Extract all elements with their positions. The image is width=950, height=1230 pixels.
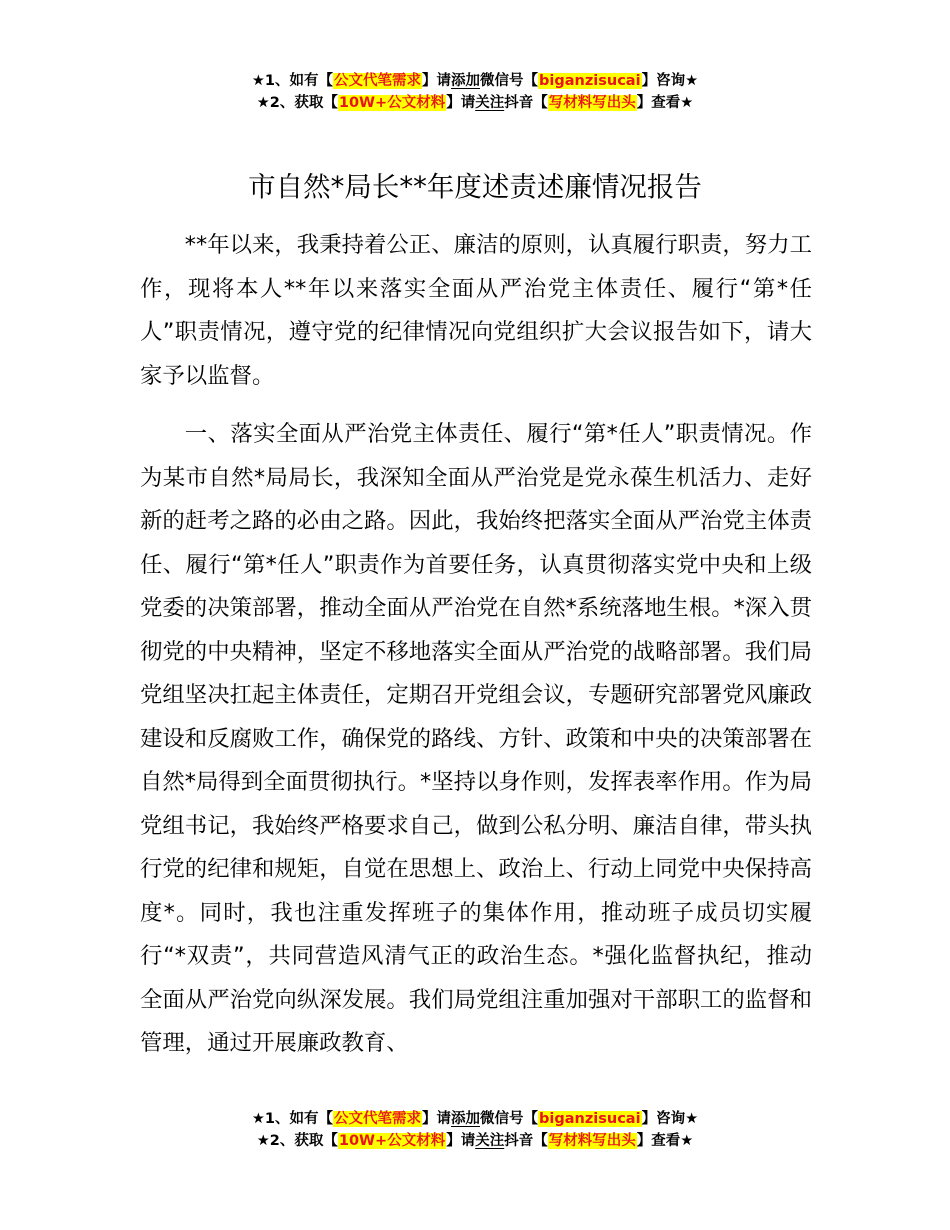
promo-line-2 — [0, 1130, 950, 1152]
promo-text: 】请 — [446, 1133, 476, 1149]
promo-text: 微信号【 — [480, 73, 539, 89]
promo-text: 】请 — [422, 73, 452, 89]
footer-promo-banner — [0, 1108, 950, 1152]
paragraph: 一、落实全面从严治党主体责任、履行“第*任人”职责情况。作为某市自然*局局长，我深知全面从严治党是党永葆生机活力、走好新的赶考之路的必由之路。因此，我始终把落实全面从严治党主体责任、履行“第*任人”职责作为首要任务，认真贯彻落实党中央和上级党委的决策部署，推动全面从严治党在自然*系统落地生根。*深入贯彻党的中央精神，坚定不移地落实全面从严治党的战略部署。我们局党组坚决扛起主体责任，定期召开党组会议，专题研究部署党风廉政建设和反腐败工作，确保党的路线、方针、政策和中央的决策部署在自然*局得到全面贯彻执行。*坚持以身作则，发挥表率作用。作为局党组书记，我始终严格要求自己，做到公私分明、廉洁自律，带头执行党的纪律和规矩，自觉在思想上、政治上、行动上同党中央保持高度*。同时，我也注重发挥班子的集体作用，推动班子成员切实履行“*双责”，共同营造风清气正的政治生态。*强化监督执纪，推动全面从严治党向纵深发展。我们局党组注重加强对干部职工的监督和管理，通过开展廉政教育、 — [140, 421, 812, 1056]
promo-text: ★2、获取【 — [256, 1133, 338, 1149]
promo-text: ★1、如有【 — [251, 1111, 334, 1127]
promo-text: 微信号【 — [480, 1111, 539, 1127]
promo-highlight: 公文代笔需求 — [334, 1111, 422, 1127]
promo-highlight: 写材料写出头 — [548, 1133, 636, 1149]
promo-line-1 — [0, 70, 950, 92]
promo-highlight: 10W+公文材料 — [338, 1133, 446, 1149]
promo-text: 】查看★ — [636, 1133, 694, 1149]
document-body — [140, 224, 812, 1066]
promo-text: 】咨询★ — [641, 1111, 699, 1127]
promo-highlight: 写材料写出头 — [548, 95, 636, 111]
promo-text: 】请 — [422, 1111, 452, 1127]
promo-highlight: biganzisucai — [539, 1111, 641, 1127]
paragraph: **年以来，我秉持着公正、廉洁的原则，认真履行职责，努力工作，现将本人**年以来落实全面从严治党主体责任、履行“第*任人”职责情况，遵守党的纪律情况向党组织扩大会议报告如下，请大家予以监督。 — [140, 232, 812, 389]
promo-text: 】咨询★ — [641, 73, 699, 89]
promo-text: 抖音【 — [504, 1133, 548, 1149]
promo-line-2 — [0, 92, 950, 114]
promo-underline: 添加 — [451, 1111, 481, 1127]
document-title: 市自然*局长**年度述责述廉情况报告 — [248, 171, 702, 203]
promo-highlight: 10W+公文材料 — [338, 95, 446, 111]
promo-text: ★1、如有【 — [251, 73, 334, 89]
header-promo-banner — [0, 70, 950, 114]
promo-underline: 关注 — [475, 1133, 505, 1149]
promo-highlight: biganzisucai — [539, 73, 641, 89]
promo-text: 抖音【 — [504, 95, 548, 111]
promo-highlight: 公文代笔需求 — [334, 73, 422, 89]
promo-text: 】查看★ — [636, 95, 694, 111]
promo-text: 】请 — [446, 95, 476, 111]
promo-underline: 添加 — [451, 73, 481, 89]
promo-line-1 — [0, 1108, 950, 1130]
promo-text: ★2、获取【 — [256, 95, 338, 111]
promo-underline: 关注 — [475, 95, 505, 111]
